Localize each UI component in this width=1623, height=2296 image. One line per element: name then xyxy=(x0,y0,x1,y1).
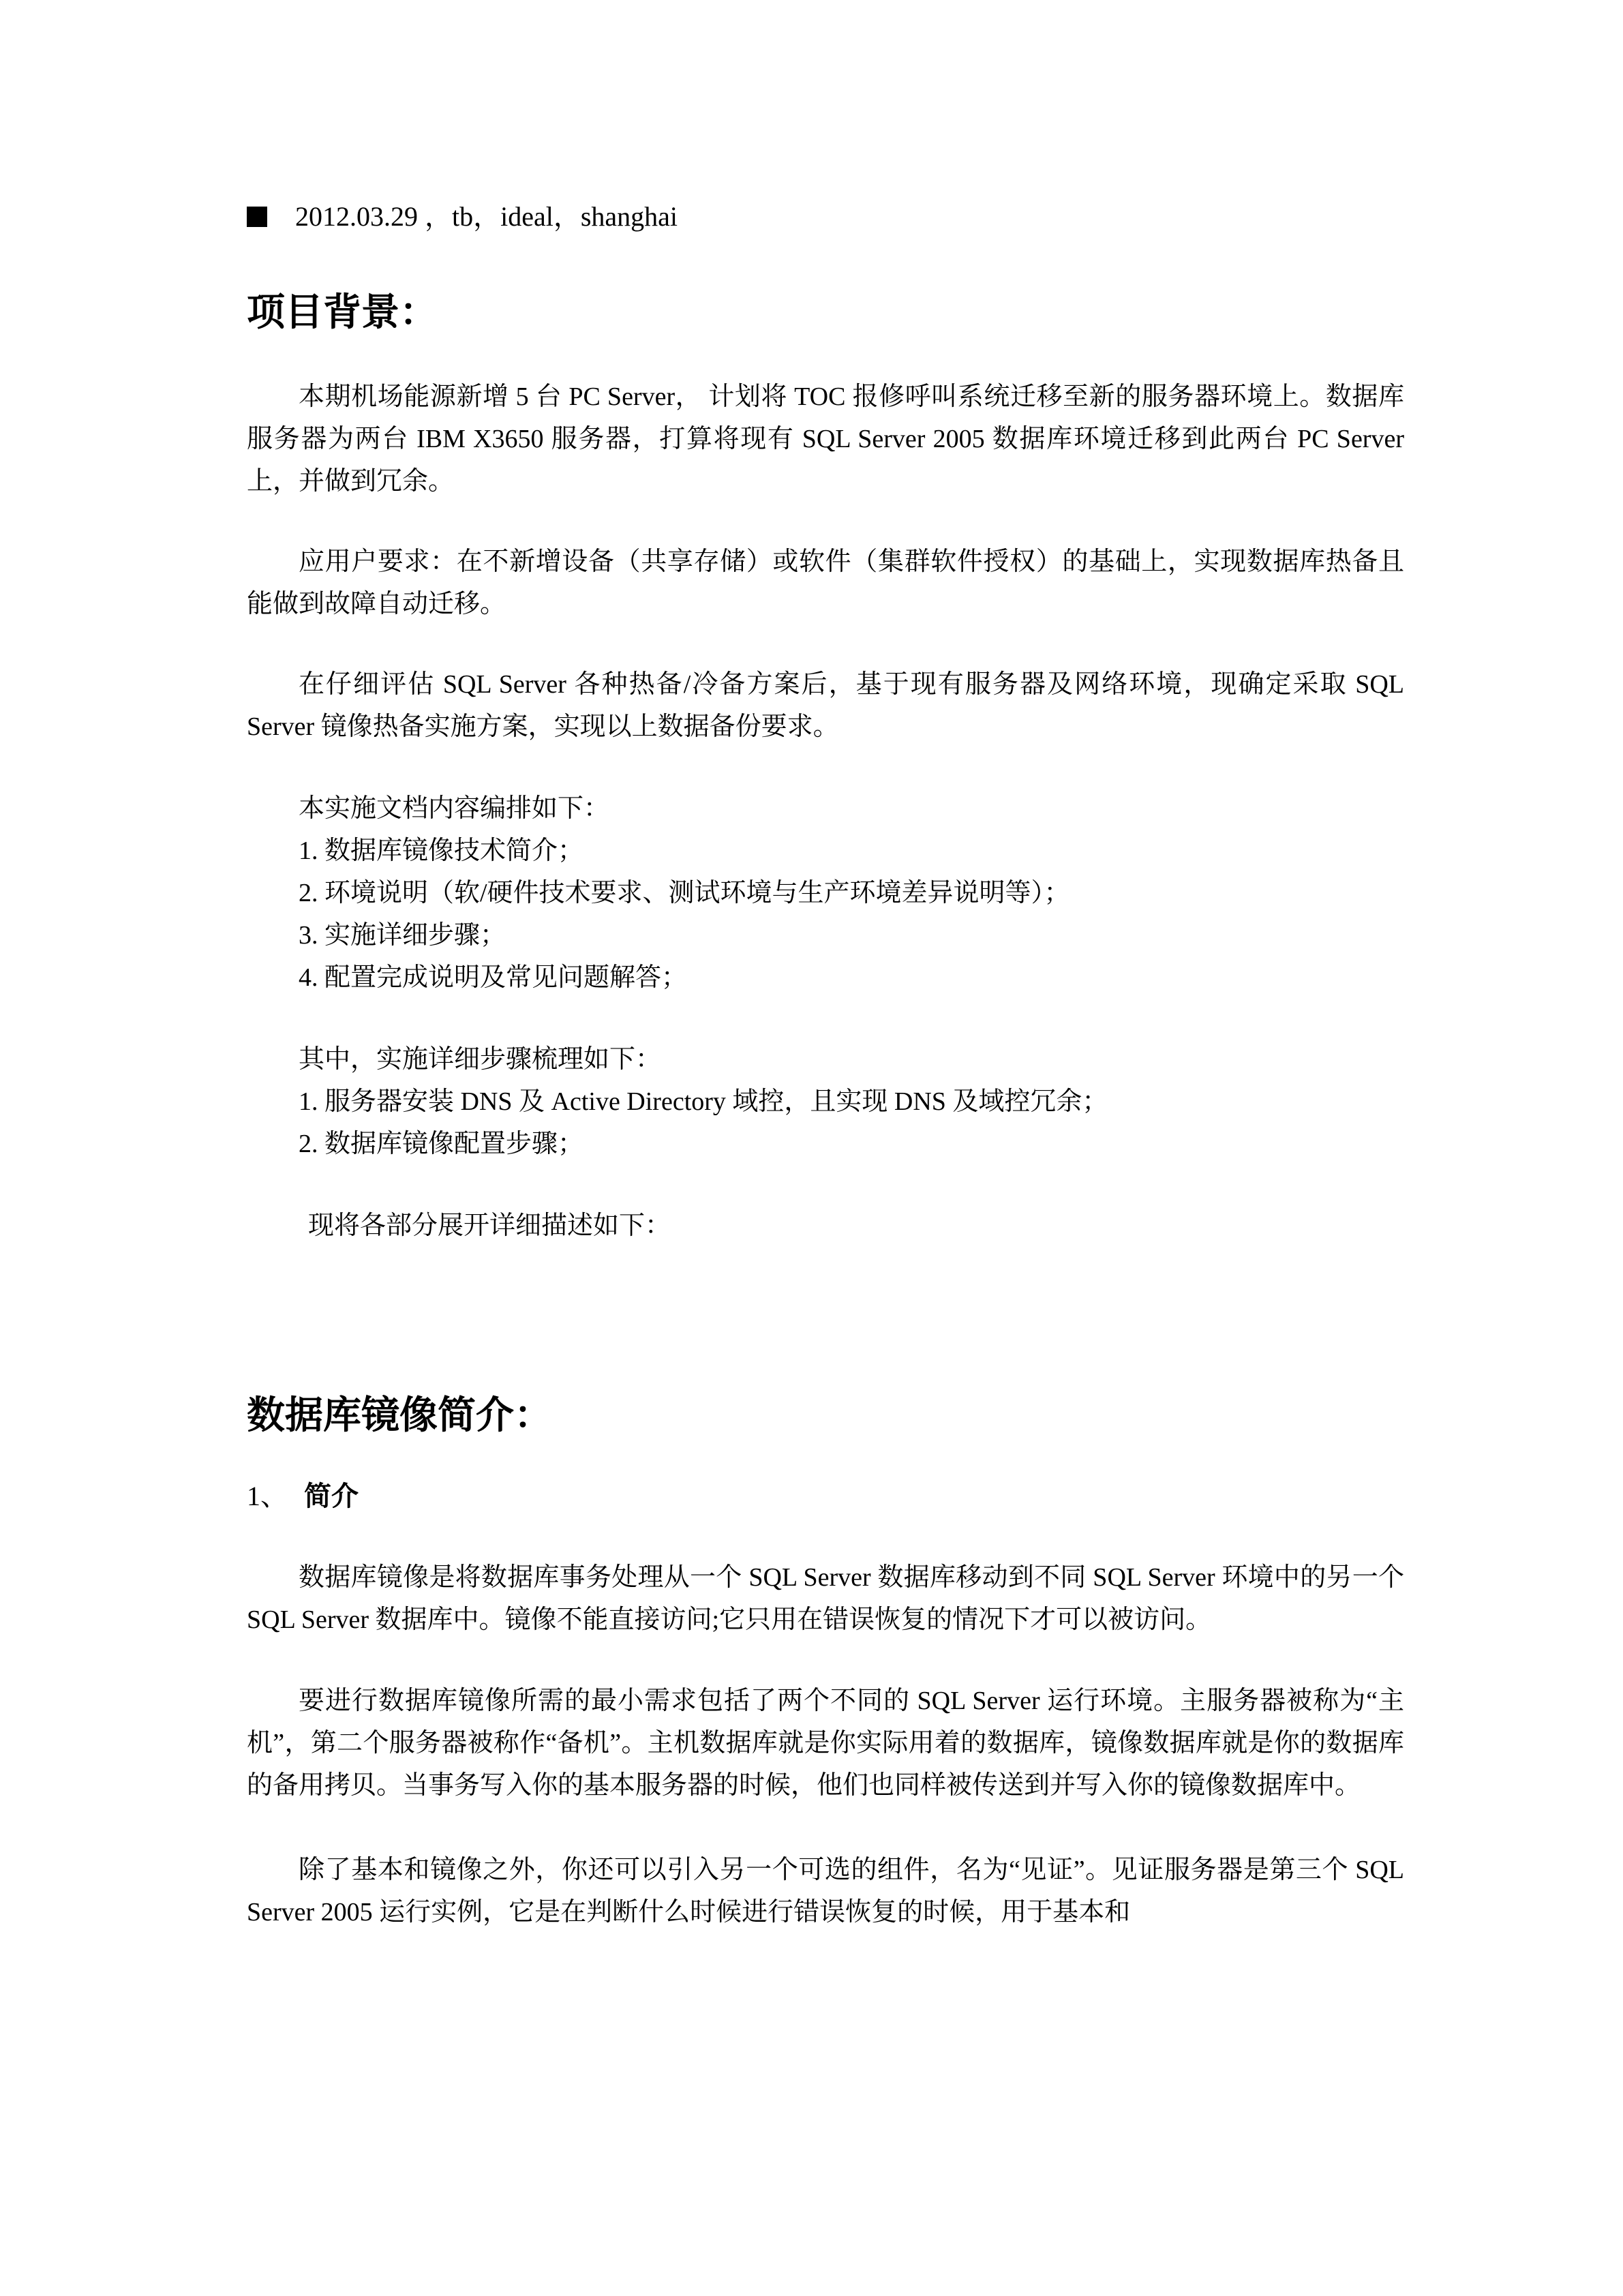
doc-outline-block xyxy=(247,787,1404,999)
doc-outline-item: 4. 配置完成说明及常见问题解答； xyxy=(299,963,688,992)
subsection-number: 1、 xyxy=(247,1481,288,1511)
paragraph-witness-component: 除了基本和镜像之外，你还可以引入另一个可选的组件，名为“见证”。见证服务器是第三个 SQL Server 2005 运行实例，它是在判断什么时候进行错误恢复的时候，用于基本和 xyxy=(247,1856,1404,1927)
doc-outline-intro: 本实施文档内容编排如下： xyxy=(299,794,610,823)
paragraph-project-overview: 本期机场能源新增 5 台 PC Server， 计划将 TOC 报修呼叫系统迁移至新的服务器环境上。数据库服务器为两台 IBM X3650 服务器，打算将现有 SQL Server 2005 数据库环境迁移到此两台 PC Server 上，并做到冗余。 xyxy=(247,382,1404,496)
doc-outline-item: 3. 实施详细步骤； xyxy=(299,921,506,950)
subsection-heading-intro xyxy=(247,1479,1404,1514)
steps-outline-item: 2. 数据库镜像配置步骤； xyxy=(299,1130,584,1158)
closing-line: 现将各部分展开详细描述如下： xyxy=(308,1211,671,1240)
subsection-title: 简介 xyxy=(304,1481,359,1511)
meta-line-text: 2012.03.29 ，tb，ideal，shanghai xyxy=(295,201,678,232)
paragraph-user-requirements: 应用户要求：在不新增设备（共享存储）或软件（集群软件授权）的基础上，实现数据库热备且能做到故障自动迁移。 xyxy=(247,547,1404,618)
doc-outline-item: 1. 数据库镜像技术简介； xyxy=(299,836,584,865)
steps-outline-item: 1. 服务器安装 DNS 及 Active Directory 域控，且实现 DNS 及域控冗余； xyxy=(299,1087,1108,1116)
section-heading-project-background: 项目背景： xyxy=(247,292,438,334)
meta-line xyxy=(247,201,1404,232)
black-square-bullet-icon xyxy=(247,207,267,227)
section-heading-mirror-intro: 数据库镜像简介： xyxy=(247,1395,552,1437)
steps-outline-intro: 其中，实施详细步骤梳理如下： xyxy=(299,1045,662,1074)
paragraph-mirror-definition: 数据库镜像是将数据库事务处理从一个 SQL Server 数据库移动到不同 SQL Server 环境中的另一个 SQL Server 数据库中。镜像不能直接访问;它只用在错误恢复的情况下才可以被访问。 xyxy=(247,1563,1404,1634)
doc-outline-item: 2. 环境说明（软/硬件技术要求、测试环境与生产环境差异说明等）； xyxy=(299,879,1070,907)
paragraph-solution-decision: 在仔细评估 SQL Server 各种热备/冷备方案后，基于现有服务器及网络环境，现确定采取 SQL Server 镜像热备实施方案，实现以上数据备份要求。 xyxy=(247,670,1404,741)
paragraph-mirror-requirements: 要进行数据库镜像所需的最小需求包括了两个不同的 SQL Server 运行环境。主服务器被称为“主机”，第二个服务器被称作“备机”。主机数据库就是你实际用着的数据库，镜像数据库就是你的数据库的备用拷贝。当事务写入你的基本服务器的时候，他们也同样被传送到并写入你的镜像数据库中。 xyxy=(247,1687,1404,1800)
steps-outline-block xyxy=(247,1038,1404,1165)
